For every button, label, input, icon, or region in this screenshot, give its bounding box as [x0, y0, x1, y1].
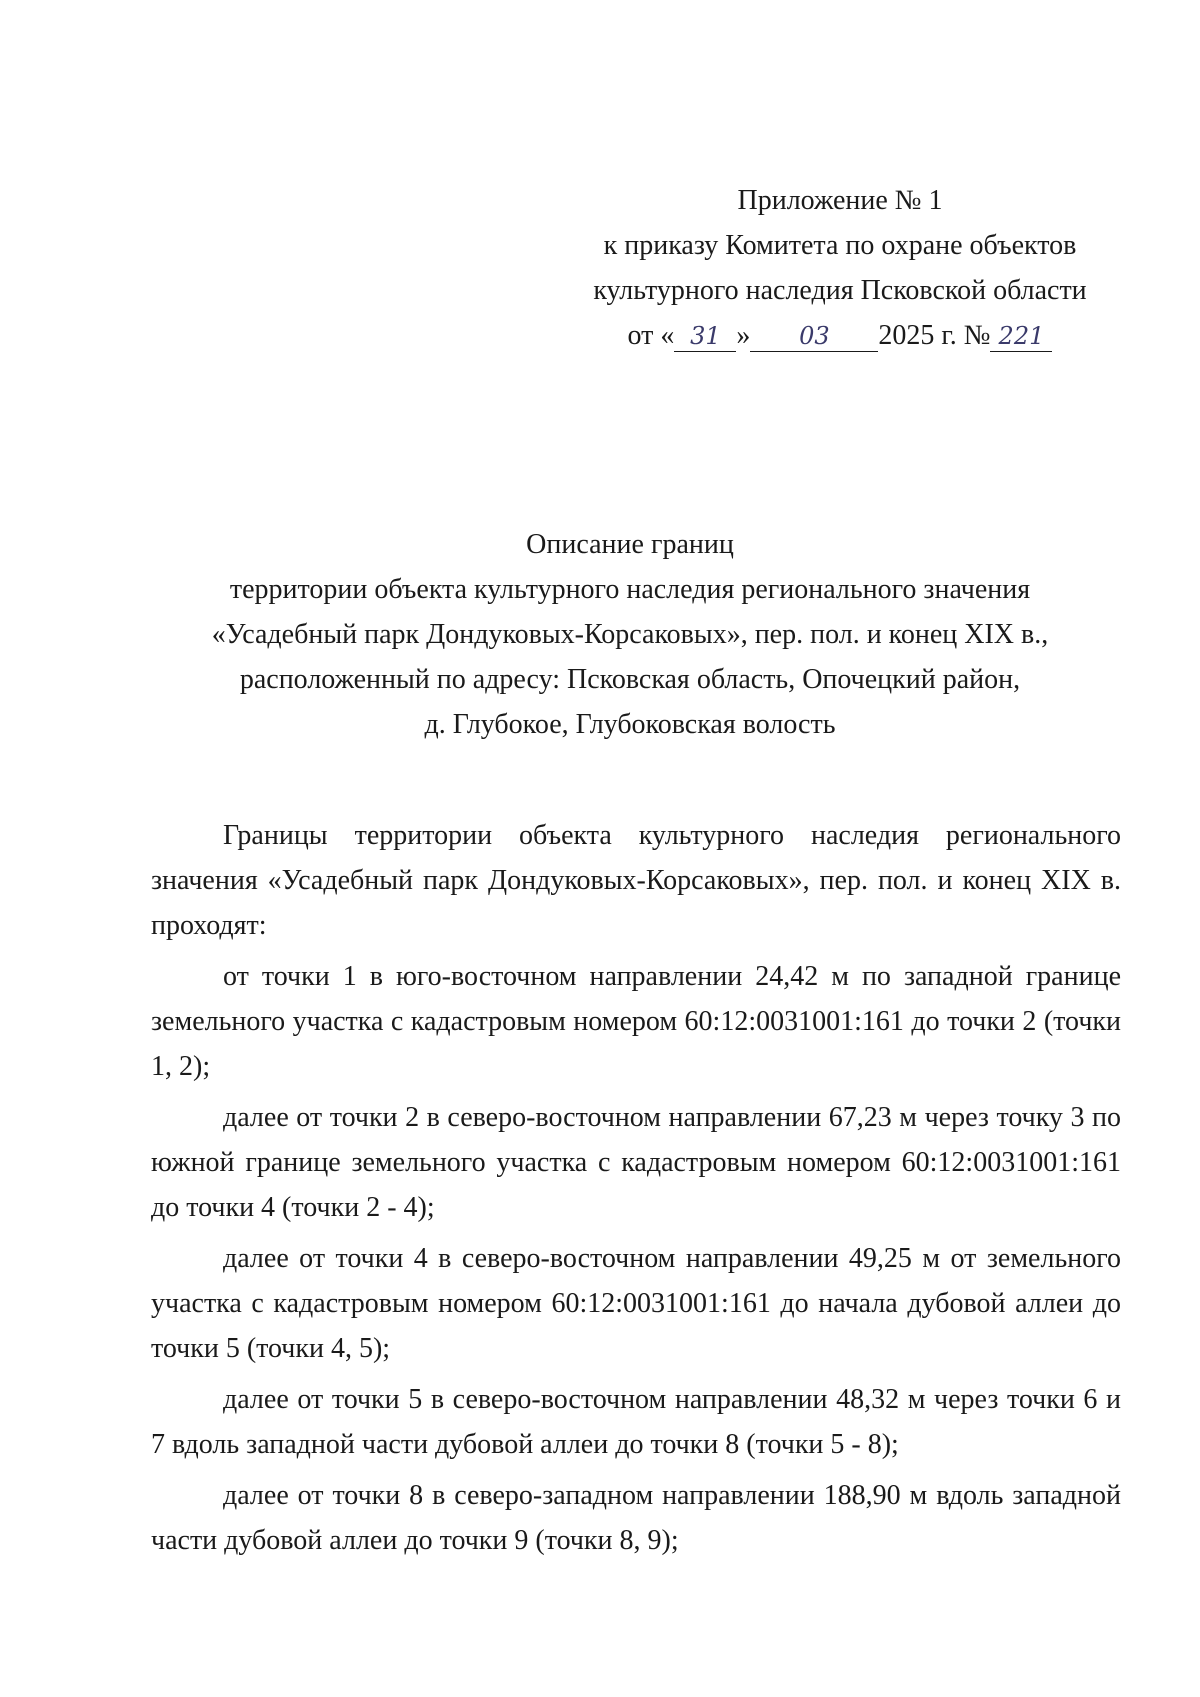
- appendix-title: Приложение № 1: [737, 185, 943, 216]
- date-day-field: [674, 321, 736, 352]
- date-mid: »: [736, 320, 751, 351]
- paragraph: далее от точки 2 в северо-восточном направлении 67,23 м через точку 3 по южной границе земельного участка с кадастровым номером 60:12:0031001:161 до точки 4 (точки 2 - 4);: [151, 1102, 1121, 1223]
- date-day-handwritten: 31: [690, 322, 721, 350]
- date-prefix: от «: [627, 320, 675, 351]
- order-number-handwritten: 221: [998, 322, 1045, 350]
- paragraph: далее от точки 5 в северо-восточном направлении 48,32 м через точки 6 и 7 вдоль западной части дубовой аллеи до точки 8 (точки 5 - 8);: [151, 1384, 1121, 1460]
- date-month-handwritten: 03: [799, 322, 830, 350]
- order-number-field: [990, 321, 1052, 352]
- document-title: [150, 522, 1110, 747]
- appendix-header: [560, 178, 1120, 358]
- paragraph: далее от точки 4 в северо-восточном направлении 49,25 м от земельного участка с кадастровым номером 60:12:0031001:161 до начала дубовой аллеи до точки 5 (точки 4, 5);: [151, 1243, 1121, 1364]
- title-line-1: Описание границ: [526, 529, 734, 560]
- title-line-3: «Усадебный парк Дондуковых-Корсаковых», пер. пол. и конец XIX в.,: [211, 619, 1049, 650]
- document-body: [151, 813, 1121, 1569]
- date-year-text: 2025 г. №: [878, 320, 991, 351]
- appendix-committee: культурного наследия Псковской области: [593, 275, 1087, 306]
- title-line-4: расположенный по адресу: Псковская область, Опочецкий район,: [239, 664, 1021, 695]
- appendix-date-line: [560, 313, 1120, 358]
- title-line-2: территории объекта культурного наследия регионального значения: [229, 574, 1031, 605]
- title-line-5: д. Глубокое, Глубоковская волость: [424, 709, 836, 740]
- paragraph: Границы территории объекта культурного наследия регионального значения «Усадебный парк Дондуковых-Корсаковых», пер. пол. и конец XIX в. проходят:: [151, 820, 1121, 941]
- date-month-field: [750, 321, 878, 352]
- paragraph: далее от точки 8 в северо-западном направлении 188,90 м вдоль западной части дубовой аллеи до точки 9 (точки 8, 9);: [151, 1480, 1121, 1556]
- paragraph: от точки 1 в юго-восточном направлении 24,42 м по западной границе земельного участка с кадастровым номером 60:12:0031001:161 до точки 2 (точки 1, 2);: [151, 961, 1121, 1082]
- appendix-order-ref: к приказу Комитета по охране объектов: [603, 230, 1077, 261]
